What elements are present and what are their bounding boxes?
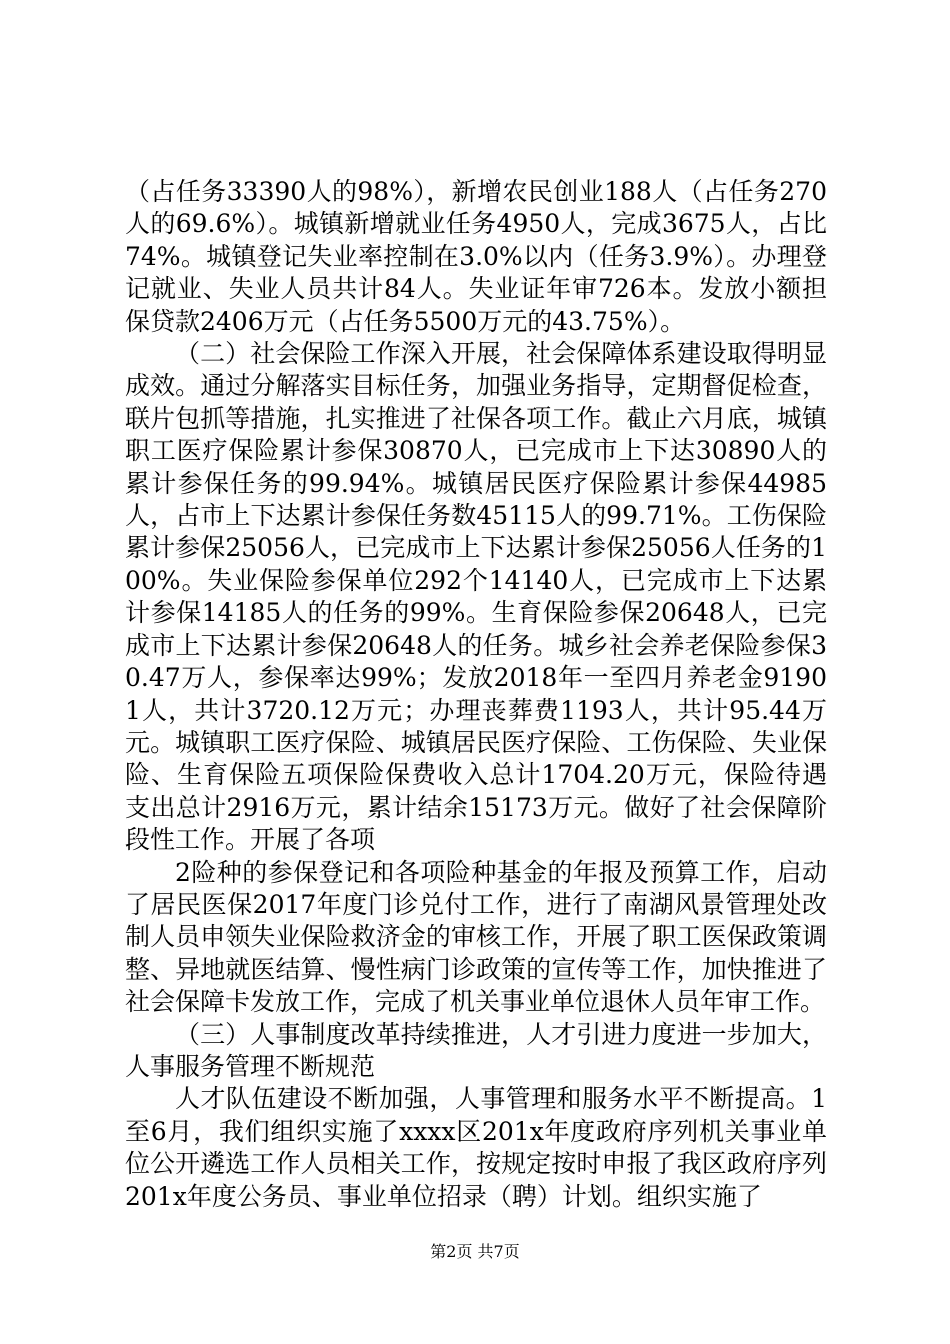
paragraph-social-insurance: （二）社会保险工作深入开展，社会保障体系建设取得明显成效。通过分解落实目标任务，加强业务指导，定期督促检查，联片包抓等措施，扎实推进了社保各项工作。截止六月底，城镇职工医疗保险累计参保30870人，已完成市上下达30890人的累计参保任务的99.94%。城镇居民医疗保险累计参保44985人，占市上下达累计参保任务数45115人的99.71%。工伤保险累计参保25056人，已完成市上下达累计参保25056人任务的100%。失业保险参保单位292个14140人，已完成市上下达累计参保14185人的任务的99%。生育保险参保20648人，已完成市上下达累计参保20648人的任务。城乡社会养老保险参保30.47万人，参保率达99%；发放2018年一至四月养老金91901人，共计3720.12万元；办理丧葬费1193人，共计95.44万元。城镇职工医疗保险、城镇居民医疗保险、工伤保险、失业保险、生育保险五项保险保费收入总计1704.20万元，保险待遇支出总计2916万元，累计结余15173万元。做好了社会保障阶段性工作。开展了各项	[125, 339, 827, 855]
paragraph-talent-team: 人才队伍建设不断加强，人事管理和服务水平不断提高。1至6月，我们组织实施了xxxx区201x年度政府序列机关事业单位公开遴选工作人员相关工作，按规定按时申报了我区政府序列201x年度公务员、事业单位招录（聘）计划。组织实施了	[125, 1084, 827, 1211]
paragraph-employment-stats: （占任务33390人的98%），新增农民创业188人（占任务270人的69.6%）。城镇新增就业任务4950人，完成3675人，占比74%。城镇登记失业率控制在3.0%以内（任务3.9%）。办理登记就业、失业人员共计84人。失业证年审726本。发放小额担保贷款2406万元（占任务5500万元的43.75%）。	[125, 177, 827, 336]
document-body	[125, 176, 827, 1213]
paragraph-personnel-reform-heading: （三）人事制度改革持续推进，人才引进力度进一步加大，人事服务管理不断规范	[125, 1019, 827, 1081]
paragraph-insurance-registration: 2险种的参保登记和各项险种基金的年报及预算工作，启动了居民医保2017年度门诊兑付工作，进行了南湖风景管理处改制人员申领失业保险救济金的审核工作，开展了职工医保政策调整、异地就医结算、慢性病门诊政策的宣传等工作，加快推进了社会保障卡发放工作，完成了机关事业单位退休人员年审工作。	[125, 857, 827, 1017]
page-footer: 第2页 共7页	[430, 1242, 520, 1261]
